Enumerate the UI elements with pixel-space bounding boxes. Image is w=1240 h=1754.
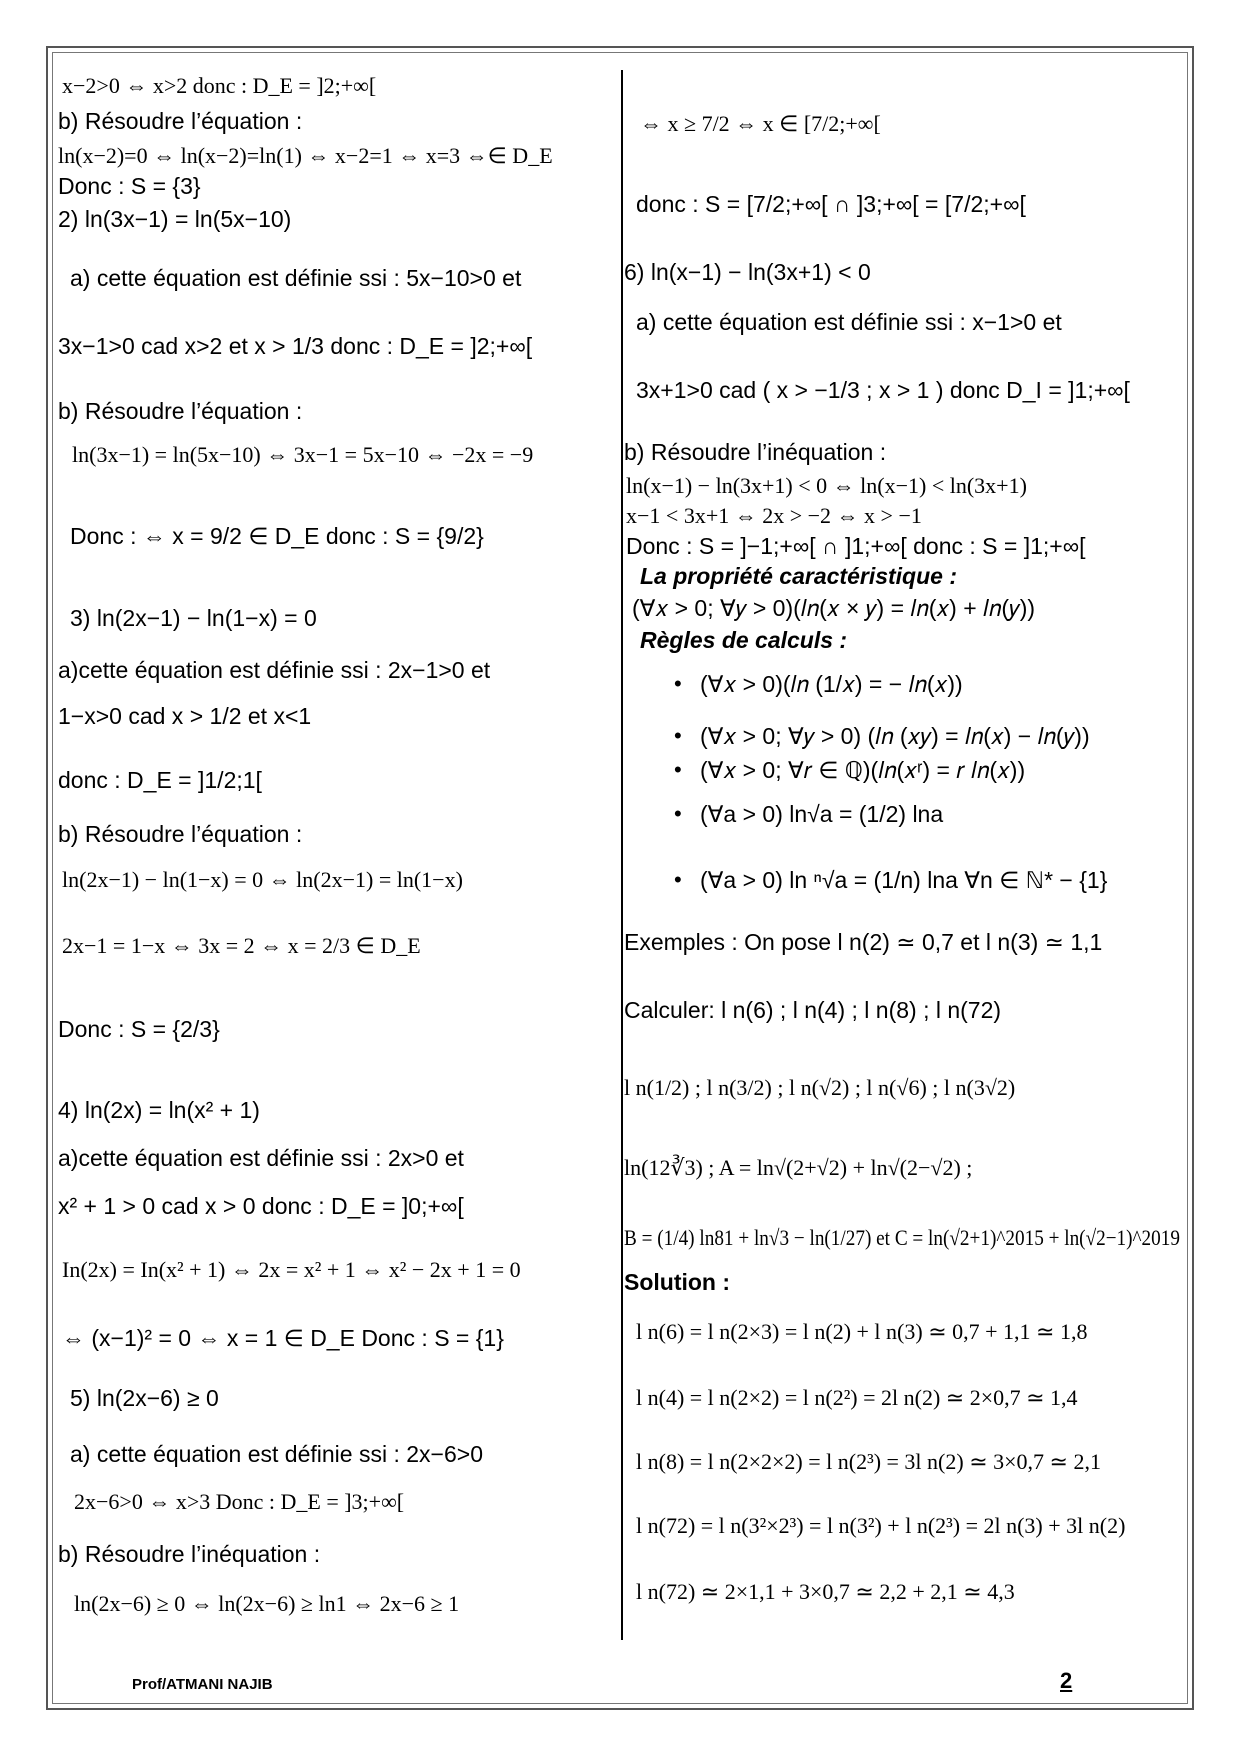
- right-line-22: B = (1/4) ln81 + ln√3 − ln(1/27) et C = ln(√2+1)^2015 + ln(√2−1)^2019: [624, 1225, 1180, 1250]
- right-line-8: x−1 < 3x+1 ⇔ 2x > −2 ⇔ x > −1: [626, 503, 922, 528]
- left-line-12: a)cette équation est définie ssi : 2x−1>0 et: [58, 657, 491, 683]
- left-line-9: ln(3x−1) = ln(5x−10) ⇔ 3x−1 = 5x−10 ⇔ −2x = −9: [72, 442, 534, 467]
- right-line-6: b) Résoudre l’inéquation :: [624, 439, 887, 465]
- rule-item-2: • (∀𝑥 > 0; ∀𝑦 > 0) (𝑙𝑛 (𝑥𝑦) = 𝑙𝑛(𝑥) − 𝑙𝑛(𝑦)): [700, 722, 1090, 750]
- left-line-5: 2) ln(3x−1) = ln(5x−10): [58, 206, 292, 232]
- left-line-16: ln(2x−1) − ln(1−x) = 0 ⇔ ln(2x−1) = ln(1−x): [62, 867, 463, 892]
- rule-item-1: • (∀𝑥 > 0)(𝑙𝑛 (1/𝑥) = − 𝑙𝑛(𝑥)): [700, 670, 963, 698]
- left-line-15: b) Résoudre l’équation :: [58, 821, 303, 847]
- rule-item-5: • (∀a > 0) ln ⁿ√a = (1/n) lna ∀n ∈ ℕ* − {1}: [700, 866, 1107, 894]
- right-line-4: a) cette équation est définie ssi : x−1>0 et: [636, 309, 1062, 335]
- examples-line: Exemples : On pose l n(2) ≃ 0,7 et l n(3) ≃ 1,1: [624, 929, 1103, 955]
- left-line-3: ln(x−2)=0 ⇔ ln(x−2)=ln(1) ⇔ x−2=1 ⇔ x=3 ⇔∈ D_E: [58, 143, 553, 168]
- right-line-2: donc : S = [7/2;+∞[ ∩ ]3;+∞[ = [7/2;+∞[: [636, 191, 1026, 217]
- left-line-4: Donc : S = {3}: [58, 173, 201, 199]
- right-line-28: l n(72) ≃ 2×1,1 + 3×0,7 ≃ 2,2 + 2,1 ≃ 4,3: [636, 1579, 1015, 1604]
- left-line-24: 5) ln(2x−6) ≥ 0: [70, 1385, 219, 1411]
- right-line-19: Calculer: l n(6) ; l n(4) ; l n(8) ; l n(72): [624, 997, 1002, 1023]
- right-line-26: l n(8) = l n(2×2×2) = l n(2³) = 3l n(2) ≃ 3×0,7 ≃ 2,1: [636, 1449, 1101, 1474]
- column-divider: [621, 70, 623, 1640]
- rule-item-3: • (∀𝑥 > 0; ∀𝑟 ∈ ℚ)(𝑙𝑛(𝑥ʳ) = 𝑟 𝑙𝑛(𝑥)): [700, 756, 1025, 784]
- left-line-27: b) Résoudre l’inéquation :: [58, 1541, 321, 1567]
- right-line-11: (∀𝑥 > 0; ∀𝑦 > 0)(𝑙𝑛(𝑥 × 𝑦) = 𝑙𝑛(𝑥) + 𝑙𝑛(𝑦)): [632, 595, 1036, 621]
- right-line-9: Donc : S = ]−1;+∞[ ∩ ]1;+∞[ donc : S = ]1;+∞[: [626, 533, 1086, 559]
- left-line-25: a) cette équation est définie ssi : 2x−6>0: [70, 1441, 483, 1467]
- left-line-20: a)cette équation est définie ssi : 2x>0 et: [58, 1145, 464, 1171]
- left-line-18: Donc : S = {2/3}: [58, 1016, 220, 1042]
- right-line-21: ln(12∛3) ; A = ln√(2+√2) + ln√(2−√2) ;: [624, 1155, 973, 1180]
- left-line-21: x² + 1 > 0 cad x > 0 donc : D_E = ]0;+∞[: [58, 1193, 464, 1219]
- rule-item-4: • (∀a > 0) ln√a = (1/2) lna: [700, 800, 943, 828]
- right-line-20: l n(1/2) ; l n(3/2) ; l n(√2) ; l n(√6) ; l n(3√2): [624, 1075, 1016, 1100]
- right-line-25: l n(4) = l n(2×2) = l n(2²) = 2l n(2) ≃ 2×0,7 ≃ 1,4: [636, 1385, 1078, 1410]
- left-line-11: 3) ln(2x−1) − ln(1−x) = 0: [70, 605, 317, 631]
- left-line-28: ln(2x−6) ≥ 0 ⇔ ln(2x−6) ≥ ln1 ⇔ 2x−6 ≥ 1: [74, 1591, 460, 1616]
- left-line-17: 2x−1 = 1−x ⇔ 3x = 2 ⇔ x = 2/3 ∈ D_E: [62, 933, 421, 958]
- solution-heading: Solution :: [624, 1269, 731, 1295]
- left-line-13: 1−x>0 cad x > 1/2 et x<1: [58, 703, 312, 729]
- left-line-1: x−2>0 ⇔ x>2 donc : D_E = ]2;+∞[: [62, 73, 377, 98]
- right-line-7: ln(x−1) − ln(3x+1) < 0 ⇔ ln(x−1) < ln(3x+1): [626, 473, 1027, 498]
- right-line-1: ⇔ x ≥ 7/2 ⇔ x ∈ [7/2;+∞[: [640, 111, 881, 136]
- left-line-6: a) cette équation est définie ssi : 5x−10>0 et: [70, 265, 522, 291]
- left-line-8: b) Résoudre l’équation :: [58, 398, 303, 424]
- left-line-19: 4) ln(2x) = ln(x² + 1): [58, 1097, 260, 1123]
- property-heading: La propriété caractéristique :: [640, 563, 957, 589]
- left-line-10: Donc : ⇔ x = 9/2 ∈ D_E donc : S = {9/2}: [70, 523, 484, 549]
- page-number: 2: [1060, 1668, 1073, 1693]
- right-line-24: l n(6) = l n(2×3) = l n(2) + l n(3) ≃ 0,7 + 1,1 ≃ 1,8: [636, 1319, 1088, 1344]
- left-line-22: In(2x) = In(x² + 1) ⇔ 2x = x² + 1 ⇔ x² − 2x + 1 = 0: [62, 1257, 521, 1282]
- left-line-7: 3x−1>0 cad x>2 et x > 1/3 donc : D_E = ]2;+∞[: [58, 333, 533, 359]
- right-line-5: 3x+1>0 cad ( x > −1/3 ; x > 1 ) donc D_I = ]1;+∞[: [636, 377, 1130, 403]
- footer-author: Prof/ATMANI NAJIB: [132, 1676, 273, 1693]
- left-line-14: donc : D_E = ]1/2;1[: [58, 767, 262, 793]
- right-line-27: l n(72) = l n(3²×2³) = l n(3²) + l n(2³) = 2l n(3) + 3l n(2): [636, 1513, 1126, 1538]
- left-line-23: ⇔ (x−1)² = 0 ⇔ x = 1 ∈ D_E Donc : S = {1}: [62, 1325, 504, 1351]
- rules-heading: Règles de calculs :: [640, 627, 848, 653]
- right-line-3: 6) ln(x−1) − ln(3x+1) < 0: [624, 259, 871, 285]
- left-line-26: 2x−6>0 ⇔ x>3 Donc : D_E = ]3;+∞[: [74, 1489, 405, 1514]
- left-line-2: b) Résoudre l’équation :: [58, 108, 303, 134]
